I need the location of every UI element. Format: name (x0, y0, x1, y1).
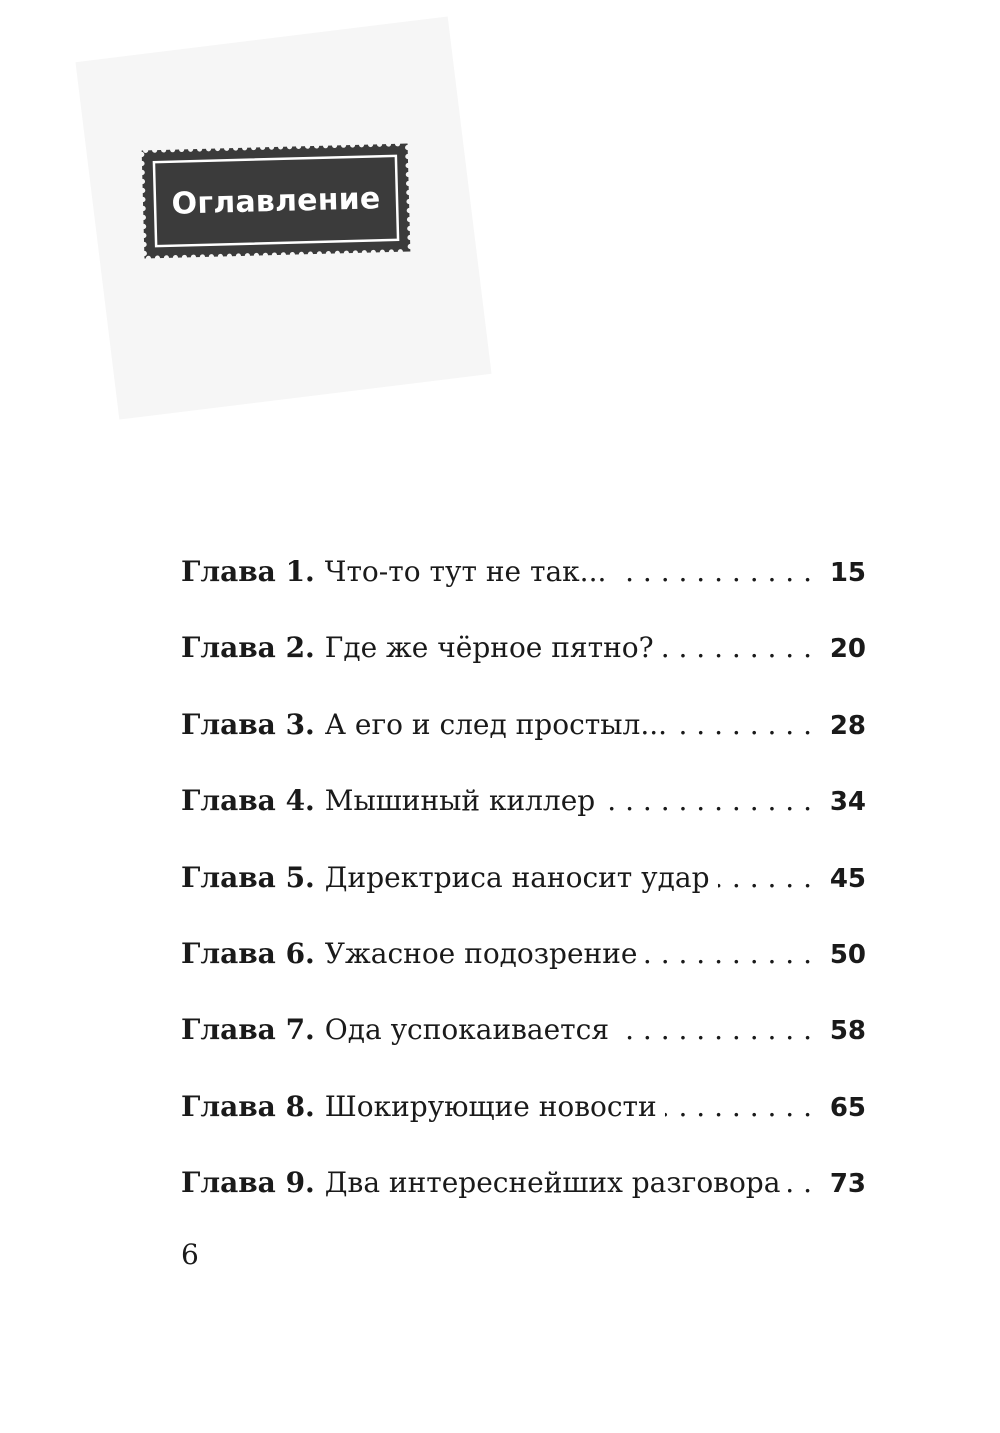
chapter-page-number: 28 (829, 710, 866, 741)
chapter-page-number: 58 (829, 1016, 866, 1047)
toc-entry[interactable] (181, 631, 866, 707)
chapter-label: Глава 5. (181, 860, 315, 894)
chapter-label: Глава 6. (181, 936, 315, 970)
toc-entry[interactable] (181, 937, 866, 1013)
toc-entry[interactable] (181, 1090, 866, 1166)
chapter-title: Где же чёрное пятно? (324, 631, 654, 665)
dot-leader (675, 708, 812, 741)
chapter-page-number: 15 (829, 558, 866, 588)
dot-leader (718, 861, 812, 894)
chapter-title: Ужасное подозрение (324, 936, 638, 970)
chapter-label: Глава 1. (181, 555, 315, 588)
chapter-page-number: 34 (829, 787, 866, 818)
dot-leader (614, 555, 812, 588)
chapter-title: Ода успокаивается (324, 1013, 609, 1047)
dot-leader (645, 937, 812, 970)
chapter-label: Глава 2. (181, 631, 315, 665)
chapter-page-number: 20 (829, 634, 866, 665)
toc-entry[interactable] (181, 1166, 866, 1242)
chapter-title: Мышиный киллер (324, 784, 596, 818)
toc-entry[interactable] (181, 784, 866, 860)
chapter-label: Глава 8. (181, 1089, 315, 1123)
chapter-title: Что-то тут не так... (324, 555, 607, 588)
toc-entry[interactable] (181, 861, 866, 937)
title-stamp (140, 141, 413, 260)
chapter-page-number: 50 (829, 939, 866, 970)
chapter-label: Глава 7. (181, 1013, 315, 1047)
toc-entry[interactable] (181, 1013, 866, 1089)
dot-leader (603, 784, 812, 817)
chapter-title: А его и след простыл... (324, 707, 668, 741)
chapter-page-number: 73 (829, 1169, 866, 1200)
dot-leader (617, 1013, 812, 1046)
table-of-contents (181, 555, 866, 1243)
chapter-label: Глава 3. (181, 707, 315, 741)
toc-entry[interactable] (181, 555, 866, 631)
chapter-label: Глава 4. (181, 784, 315, 818)
chapter-title: Два интереснейших разговора (324, 1166, 781, 1200)
chapter-title: Директриса наносит удар (324, 860, 710, 894)
dot-leader (662, 631, 812, 664)
page-title: Оглавление (171, 180, 381, 222)
chapter-page-number: 45 (829, 863, 866, 894)
chapter-label: Глава 9. (181, 1166, 315, 1200)
chapter-title: Шокирующие новости (324, 1089, 657, 1123)
chapter-page-number: 65 (829, 1092, 866, 1123)
toc-entry[interactable] (181, 708, 866, 784)
page-number: 6 (181, 1238, 199, 1271)
dot-leader (788, 1166, 812, 1199)
dot-leader (665, 1090, 812, 1123)
